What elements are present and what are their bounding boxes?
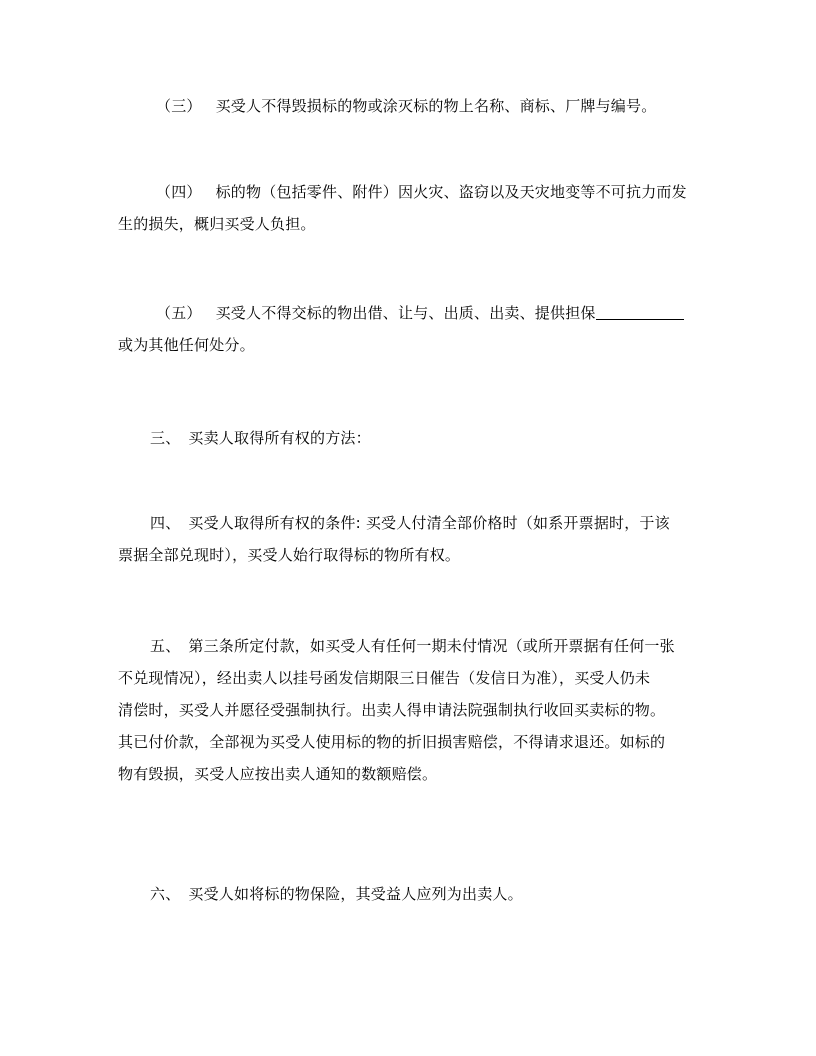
clause-4-sub-line-2: 生的损失，概归买受人负担。 xyxy=(118,215,316,233)
clause-5-sub-text-1: 买受人不得交标的物出借、让与、出质、出卖、提供担保 xyxy=(215,304,596,322)
clause-3-sub xyxy=(118,90,700,122)
section-3 xyxy=(118,422,700,454)
section-4-line-1 xyxy=(118,507,700,539)
section-4-text-1: 买受人取得所有权的条件: 买受人付清全部价格时（如系开票据时，于该 xyxy=(188,514,670,532)
section-6-line-1 xyxy=(118,878,700,910)
clause-3-sub-line-1 xyxy=(118,90,700,122)
section-5-line-4: 其已付价款，全部视为买受人使用标的物的折旧损害赔偿，不得请求退还。如标的 xyxy=(118,733,666,751)
section-5-line-2: 不兑现情况），经出卖人以挂号函发信期限三日催告（发信日为准），买受人仍未 xyxy=(118,669,651,687)
section-4-label: 四、 xyxy=(150,514,181,532)
section-3-label: 三、 xyxy=(150,429,181,447)
section-4-line-2: 票据全部兑现时），买受人始行取得标的物所有权。 xyxy=(118,546,461,564)
clause-3-sub-text: 买受人不得毁损标的物或涂灭标的物上名称、商标、厂牌与编号。 xyxy=(215,97,657,115)
clause-3-sub-label: （三） xyxy=(156,97,202,115)
section-6 xyxy=(118,878,700,910)
section-5 xyxy=(118,630,700,790)
section-6-text: 买受人如将标的物保险，其受益人应列为出卖人。 xyxy=(188,885,523,903)
section-5-line-1 xyxy=(118,630,700,662)
clause-4-sub xyxy=(118,176,700,240)
section-5-line-5: 物有毁损，买受人应按出卖人通知的数额赔偿。 xyxy=(118,765,438,783)
blank-underline xyxy=(596,301,684,320)
clause-4-sub-text-1: 标的物（包括零件、附件）因火灾、盗窃以及天灾地变等不可抗力而发 xyxy=(215,183,687,201)
section-3-line-1 xyxy=(118,422,700,454)
section-5-label: 五、 xyxy=(150,637,181,655)
section-3-text: 买卖人取得所有权的方法： xyxy=(188,429,371,447)
section-5-line-3: 清偿时，买受人并愿径受强制执行。出卖人得申请法院强制执行收回买卖标的物。 xyxy=(118,701,666,719)
section-5-text-1: 第三条所定付款，如买受人有任何一期未付情况（或所开票据有任何一张 xyxy=(188,637,675,655)
clause-5-sub xyxy=(118,297,700,361)
clause-5-sub-line-2: 或为其他任何处分。 xyxy=(118,336,255,354)
section-6-label: 六、 xyxy=(150,885,181,903)
clause-4-sub-line-1 xyxy=(118,176,700,208)
section-4 xyxy=(118,507,700,571)
clause-5-sub-label: （五） xyxy=(156,304,202,322)
clause-5-sub-line-1 xyxy=(118,297,700,329)
clause-4-sub-label: （四） xyxy=(156,183,202,201)
